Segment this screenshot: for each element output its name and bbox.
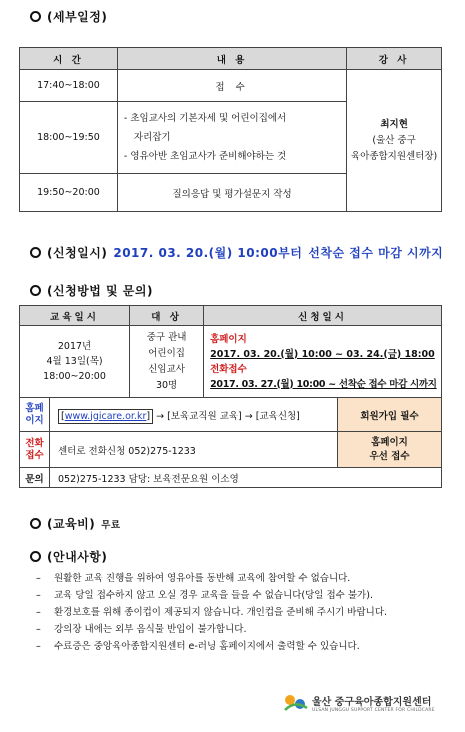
row-content: - 초임교사의 기본자세 및 어린이집에서 자리잡기 - 영유아반 초임교사가 준비해야하는 것 [117,102,346,174]
notice-heading: (안내사항) [30,548,107,565]
circle-bullet-icon [30,11,41,22]
org-name: 울산 중구육아종합지원센터 [312,697,432,708]
table-row [20,468,442,488]
row-time: 18:00~19:50 [20,102,118,174]
instructor-cell [347,70,442,212]
homepage-note: 회원가입 필수 [338,398,442,432]
homepage-label: 홈페 이지 [20,398,50,432]
instructor-name: 최지현 [380,118,408,130]
header-content: 내 용 [117,48,346,70]
phone-label: 전화 접수 [20,432,50,468]
center-logo-icon [283,692,309,714]
circle-bullet-icon [30,247,41,258]
phone-text-cell: 센터로 전화신청 052)275-1233 [50,432,338,468]
apply-date-heading: (신청일시) 2017. 03. 20.(월) 10:00부터 선착순 접수 마감 시까지 [30,244,443,261]
homepage-link-box: [www.jgicare.or.kr] [58,409,153,424]
apply-table [19,305,442,488]
homepage-link[interactable]: www.jgicare.or.kr [64,410,147,422]
header-apply-date: 신청일시 [204,306,442,326]
apply-method-heading: (신청방법 및 문의) [30,282,153,299]
list-item: – 원활한 교육 진행을 위하여 영유아를 동반해 교육에 참여할 수 없습니다. [36,573,351,584]
fee-value: 무료 [101,519,121,531]
notice-list [36,570,456,655]
footer-logo [283,692,435,714]
table-row [20,70,442,102]
circle-bullet-icon [30,285,41,296]
row-time: 19:50~20:00 [20,174,118,212]
instructor-org-2: 육아종합지원센터장) [350,150,438,162]
header-instructor: 강 사 [347,48,442,70]
homepage-path-cell: [www.jgicare.or.kr] → [보육교직원 교육] → [교육신청] [50,398,338,432]
list-item: – 교육 당일 접수하지 않고 오실 경우 교육을 들을 수 없습니다(당일 접수 불가). [36,590,373,601]
apply-date-text-2: 선착순 접수 마감 시까지 [308,246,444,260]
inquiry-label: 문의 [20,468,50,488]
phone-note: 홈페이지 우선 접수 [338,432,442,468]
table-row [20,432,442,468]
edu-date-cell: 2017년 4월 13일(목) 18:00~20:00 [20,326,130,398]
apply-period-cell: 홈페이지 2017. 03. 20.(월) 10:00 ~ 03. 24.(금) 18:00 전화접수 2017. 03. 27.(월) 10:00 ~ 선착순 접수 마감 시까지 [204,326,442,398]
apply-date-text: 2017. 03. 20.(월) 10:00부터 [113,246,303,260]
table-row [20,326,442,398]
table-row [20,398,442,432]
fee-heading: (교육비) 무료 [30,515,121,532]
list-item: – 강의장 내에는 외부 음식물 반입이 불가합니다. [36,624,247,635]
inquiry-text: 052)275-1233 담당: 보육전문요원 이소영 [50,468,442,488]
circle-bullet-icon [30,551,41,562]
list-item: – 환경보호를 위해 종이컵이 제공되지 않습니다. 개인컵을 준비해 주시기 바랍니다. [36,607,388,618]
row-content: 질의응답 및 평가설문지 작성 [117,174,346,212]
schedule-heading: (세부일정) [30,8,107,25]
instructor-org-1: (울산 중구 [372,134,416,146]
list-item: – 수료증은 중앙육아종합지원센터 e-러닝 홈페이지에서 출력할 수 있습니다. [36,641,360,652]
org-sub: ULSAN JUNGGU SUPPORT CENTER FOR CHILDCARE [312,708,435,713]
header-target: 대 상 [130,306,204,326]
row-time: 17:40~18:00 [20,70,118,102]
row-content: 접 수 [117,70,346,102]
circle-bullet-icon [30,518,41,529]
schedule-table [19,47,442,212]
target-cell: 중구 관내 어린이집 신임교사 30명 [130,326,204,398]
header-edu-date: 교육일시 [20,306,130,326]
header-time: 시 간 [20,48,118,70]
